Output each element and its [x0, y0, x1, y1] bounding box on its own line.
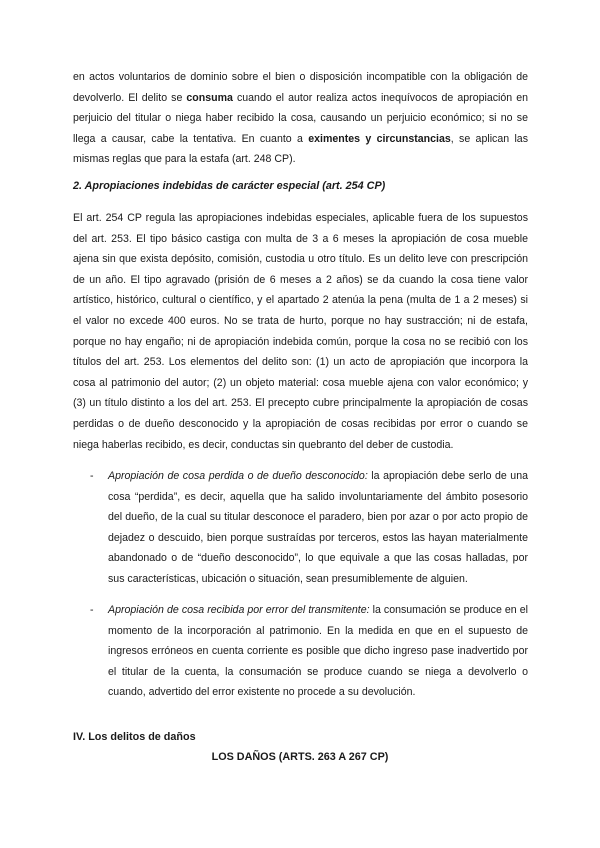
list-item [90, 600, 528, 703]
dash-bullet: - [90, 604, 94, 616]
bold-term-eximentes: eximentes y circunstancias [308, 132, 451, 145]
centered-heading-los-danos: LOS DAÑOS (ARTS. 263 A 267 CP) [211, 751, 389, 763]
list-item-text: la apropiación debe serlo de una cosa “perdida”, es decir, aquella que ha salido involuntariamente del ámbito posesorio del dueño, de la cual su titular desconoce el paradero, bien por azar o por acto propio de dejadez o descuido, bien porque sustraídas por terceros, estos las hayan materialmente abandonado o de “dueño desconocido”, lo que equivale a que las cosas halladas, por sus características, ubicación o situación, sean presumiblemente de alguien. [108, 470, 528, 585]
text-run: en actos voluntarios de dominio sobre el bien o disposición incompatible con la obligación de devolverlo. El delito se [73, 71, 528, 104]
chapter-heading-delitos-danos: IV. Los delitos de daños [73, 731, 196, 743]
bold-term-consuma: consuma [186, 91, 233, 104]
list-item-text: la consumación se produce en el momento de la incorporación al patrimonio. En la medida en que en el supuesto de ingresos erróneos en cuenta corriente es posible que dicho ingreso pase inadvertido por el titular de la cuenta, la consumación se produce cuando se niega a devolverlo o cuando, advertido del error existente no procede a su devolución. [108, 604, 528, 699]
bullet-list-item-1 [90, 466, 528, 590]
list-item-title: Apropiación de cosa recibida por error del transmitente: [108, 604, 370, 616]
dash-bullet: - [90, 470, 94, 482]
section-heading-apropiaciones-especiales: 2. Apropiaciones indebidas de carácter especial (art. 254 CP) [73, 180, 386, 192]
text-run: , se aplican las mismas reglas que para la estafa (art. 248 CP). [73, 132, 528, 166]
list-item-title: Apropiación de cosa perdida o de dueño desconocido: [108, 470, 368, 482]
text-run: cuando el autor realiza actos inequívocos de apropiación en perjuicio del titular o niega haber recibido la cosa, causando un perjuicio económico; si no se llega a causar, cabe la tentativa. En cuanto a [73, 91, 528, 145]
paragraph-consumacion [73, 67, 528, 170]
bullet-list-item-2 [90, 600, 528, 703]
list-item [90, 466, 528, 590]
paragraph-art-254: El art. 254 CP regula las apropiaciones indebidas especiales, aplicable fuera de los supuestos del art. 253. El tipo básico castiga con multa de 3 a 6 meses la apropiación de cosa mueble ajena sin que exista depósito, comisión, custodia u otro título. Es un delito leve con prescripción de un año. El tipo agravado (prisión de 6 meses a 2 años) se da cuando la cosa tiene valor artístico, histórico, cultural o científico, y el apartado 2 atenúa la pena (multa de 1 a 2 meses) si el valor no excede 400 euros. No se trata de hurto, porque no hay sustracción; ni de estafa, porque no hay engaño; ni de apropiación indebida común, porque la cosa no se recibió con los títulos del art. 253. Los elementos del delito son: (1) un acto de apropiación que incorpora la cosa al patrimonio del autor; (2) un objeto material: cosa mueble ajena con valor económico; y (3) un título distinto a los del art. 253. El precepto cubre principalmente la apropiación de cosas perdidas o de dueño desconocido y la apropiación de cosas recibidas por error o cuando se niega haberlas recibido, es decir, conductas sin quebranto del deber de custodia. [73, 212, 528, 451]
